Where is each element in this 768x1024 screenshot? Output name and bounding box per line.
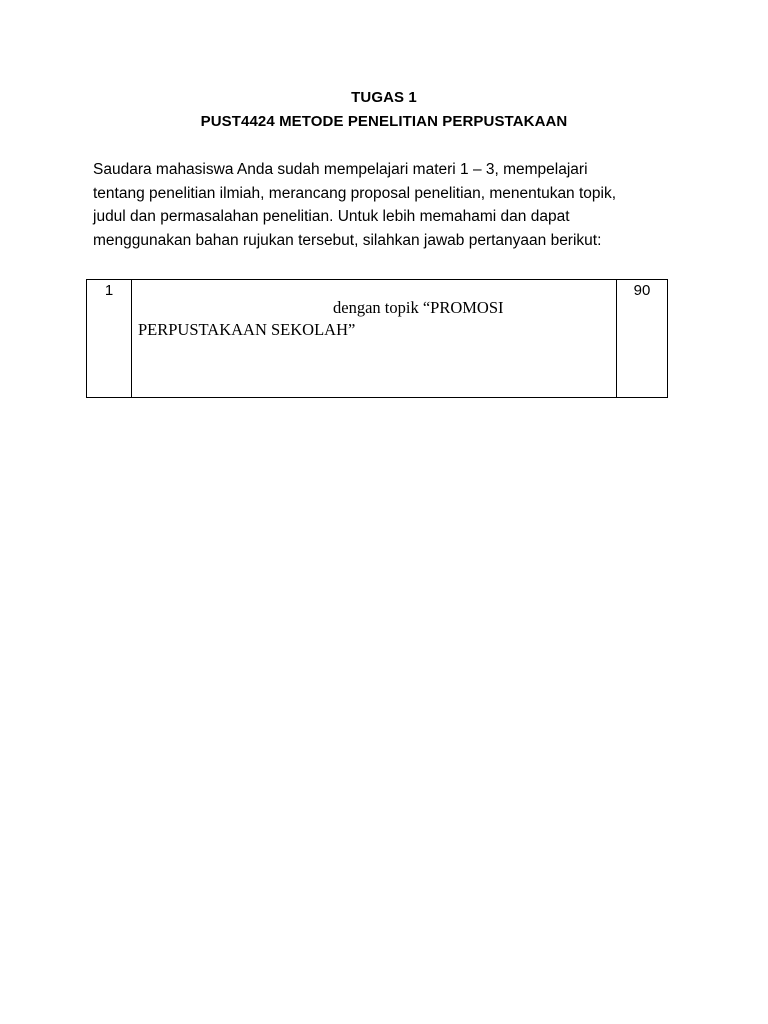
- question-score: 90: [633, 282, 651, 299]
- intro-line: menggunakan bahan rujukan tersebut, silahkan jawab pertanyaan berikut:: [93, 231, 602, 249]
- question-number: 1: [104, 282, 114, 299]
- intro-line: Saudara mahasiswa Anda sudah mempelajari materi 1 – 3, mempelajari: [93, 161, 588, 178]
- question-table: [86, 279, 668, 398]
- course-title: PUST4424 METODE PENELITIAN PERPUSTAKAAN: [200, 113, 568, 130]
- intro-line: tentang penelitian ilmiah, merancang proposal penelitian, menentukan topik,: [93, 184, 617, 202]
- intro-line: judul dan permasalahan penelitian. Untuk lebih memahami dan dapat: [93, 208, 570, 225]
- question-text-line: PERPUSTAKAAN SEKOLAH”: [138, 320, 356, 339]
- document-title: TUGAS 1: [351, 89, 417, 106]
- question-score-cell: [617, 280, 668, 398]
- table-row: [87, 280, 668, 398]
- question-text-cell: [132, 280, 617, 398]
- question-text-line: dengan topik “PROMOSI: [333, 298, 504, 317]
- question-number-cell: [87, 280, 132, 398]
- intro-paragraph: [93, 158, 683, 252]
